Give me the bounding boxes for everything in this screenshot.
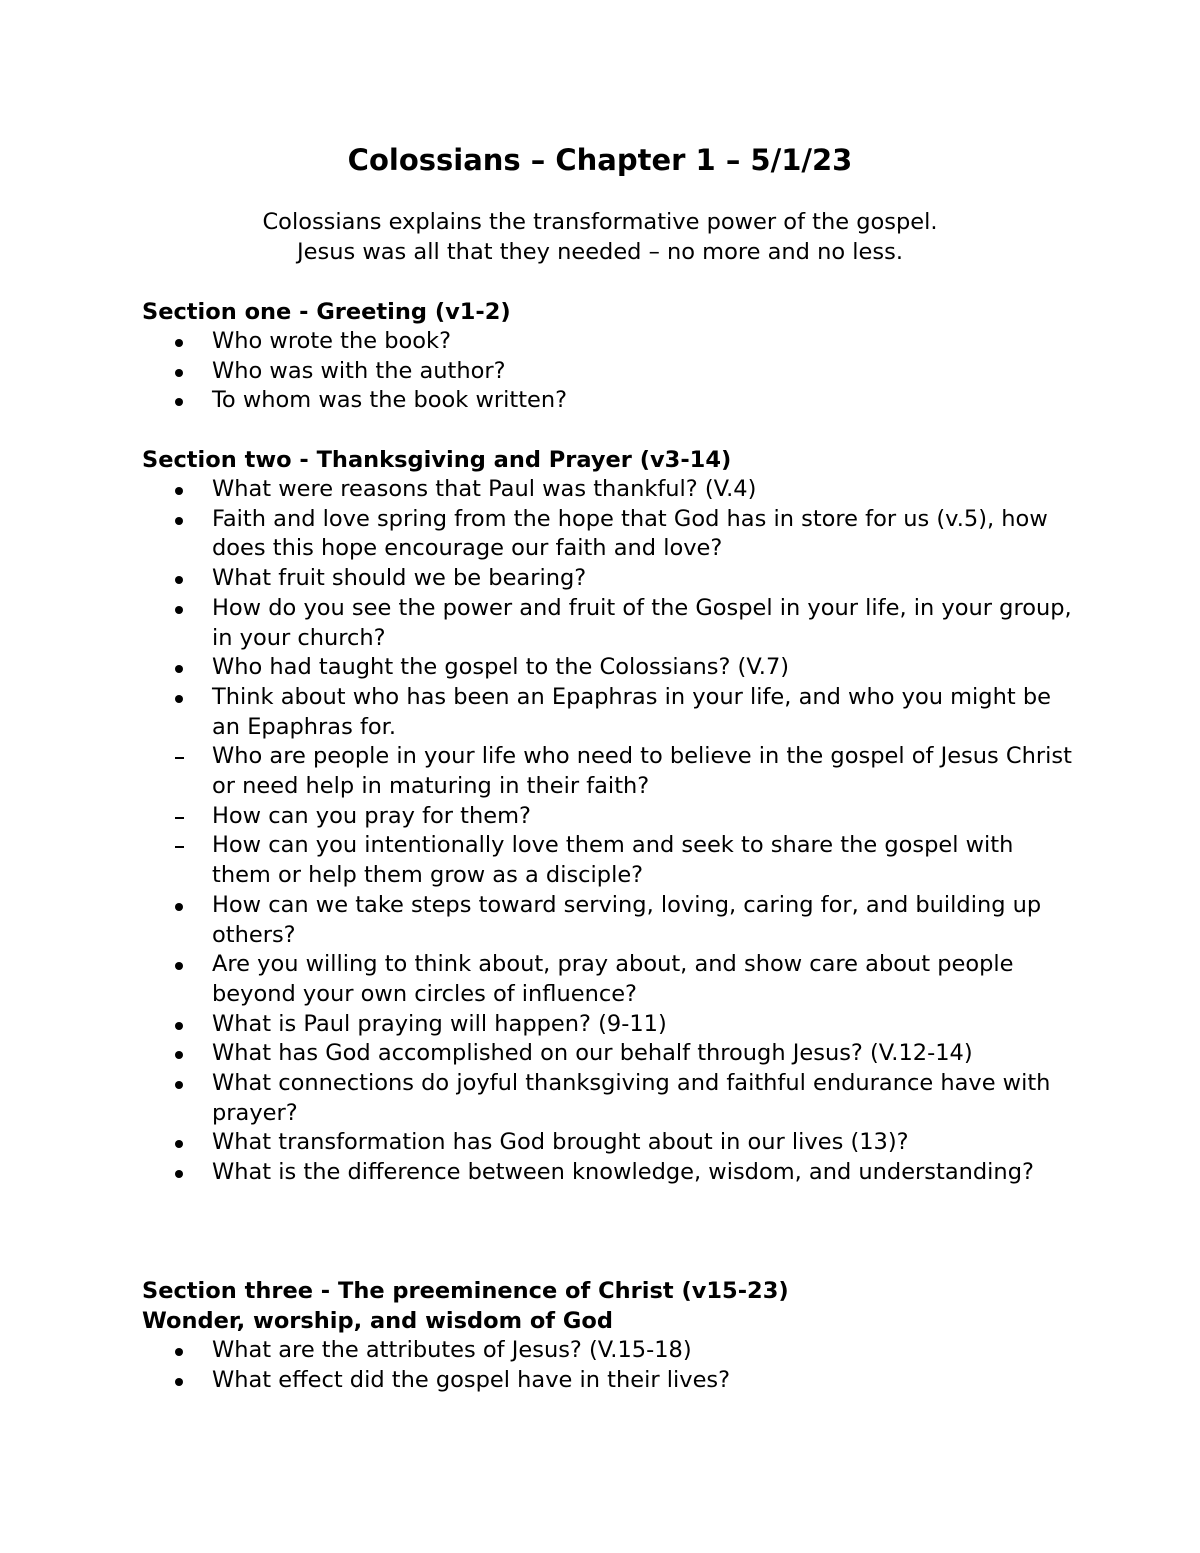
dash-marker xyxy=(175,757,184,759)
list-item-text: How can you pray for them? xyxy=(212,802,531,829)
list-item xyxy=(142,505,1072,564)
list-item xyxy=(142,1128,1072,1158)
list-item-text: What are the attributes of Jesus? (V.15-18) xyxy=(212,1337,692,1363)
section-three xyxy=(142,1276,1072,1395)
bullet-icon xyxy=(175,1348,183,1356)
question-list xyxy=(142,475,1072,1188)
section-one xyxy=(142,297,1072,416)
bullet-icon xyxy=(175,1081,183,1089)
list-item xyxy=(142,653,1072,683)
bullet-icon xyxy=(175,665,183,673)
list-item xyxy=(142,1039,1072,1069)
list-item-text: Who had taught the gospel to the Colossians? (V.7) xyxy=(212,654,790,681)
list-item-text: What were reasons that Paul was thankful? (V.4) xyxy=(212,476,757,502)
list-item-text: How can you intentionally love them and seek to share the gospel with them or help them grow as a disciple? xyxy=(212,832,1014,889)
bullet-icon xyxy=(175,903,183,911)
question-list xyxy=(142,1336,1072,1395)
list-item xyxy=(142,891,1072,950)
list-item-text: To whom was the book written? xyxy=(212,387,568,414)
document-title: Colossians – Chapter 1 – 5/1/23 xyxy=(347,143,853,177)
list-item xyxy=(142,1336,1072,1366)
list-item xyxy=(142,1158,1072,1188)
list-item xyxy=(142,386,1072,416)
intro-line: Colossians explains the transformative power of the gospel. xyxy=(262,209,938,235)
list-item-text: What is the difference between knowledge, wisdom, and understanding? xyxy=(212,1159,1034,1186)
list-item-text: Who are people in your life who need to believe in the gospel of Jesus Christ or need help in maturing in their faith? xyxy=(212,743,1072,800)
dash-marker xyxy=(175,846,184,848)
dash-marker xyxy=(175,817,184,819)
bullet-icon xyxy=(175,517,183,525)
list-item xyxy=(142,802,1072,832)
list-item xyxy=(142,357,1072,387)
intro-line: Jesus was all that they needed – no more and no less. xyxy=(297,239,903,265)
list-item-text: Are you willing to think about, pray about, and show care about people beyond your own circles of influence? xyxy=(212,951,1014,1007)
list-item xyxy=(142,950,1072,1009)
list-item-text: What connections do joyful thanksgiving and faithful endurance have with prayer? xyxy=(212,1070,1051,1126)
list-item-text: What effect did the gospel have in their lives? xyxy=(212,1366,731,1393)
section-heading: Section two - Thanksgiving and Prayer (v3-14) xyxy=(142,447,732,473)
section-heading: Section one - Greeting (v1-2) xyxy=(142,299,511,325)
bullet-icon xyxy=(175,398,183,406)
list-item xyxy=(142,594,1072,653)
bullet-icon xyxy=(175,1378,183,1386)
list-item xyxy=(142,683,1072,742)
section-subheading: Wonder, worship, and wisdom of God xyxy=(142,1308,613,1334)
list-item xyxy=(142,1069,1072,1128)
list-item xyxy=(142,475,1072,505)
list-item xyxy=(142,1010,1072,1040)
list-item xyxy=(142,831,1072,890)
bullet-icon xyxy=(175,576,183,584)
intro-paragraph xyxy=(0,207,1200,267)
bullet-icon xyxy=(175,339,183,347)
bullet-icon xyxy=(175,695,183,703)
list-item-text: What is Paul praying will happen? (9-11) xyxy=(212,1010,667,1037)
list-item-text: How do you see the power and fruit of the Gospel in your life, in your group, in your church? xyxy=(212,594,1072,651)
bullet-icon xyxy=(175,962,183,970)
question-list xyxy=(142,327,1072,416)
list-item xyxy=(142,1366,1072,1396)
list-item-text: What has God accomplished on our behalf through Jesus? (V.12-14) xyxy=(212,1040,973,1067)
list-item-text: How can we take steps toward serving, loving, caring for, and building up others? xyxy=(212,891,1042,948)
list-item xyxy=(142,564,1072,594)
bullet-icon xyxy=(175,1022,183,1030)
bullet-icon xyxy=(175,1140,183,1148)
section-two xyxy=(142,445,1072,1188)
list-item-text: Who was with the author? xyxy=(212,357,506,384)
bullet-icon xyxy=(175,487,183,495)
section-heading: Section three - The preeminence of Christ (v15-23) xyxy=(142,1278,789,1304)
bullet-icon xyxy=(175,1051,183,1059)
bullet-icon xyxy=(175,369,183,377)
list-item xyxy=(142,742,1072,801)
bullet-icon xyxy=(175,1170,183,1178)
list-item-text: Who wrote the book? xyxy=(212,328,452,354)
list-item-text: Faith and love spring from the hope that God has in store for us (v.5), how does this hope encourage our faith and love? xyxy=(212,505,1048,562)
list-item xyxy=(142,327,1072,357)
bullet-icon xyxy=(175,606,183,614)
list-item-text: What fruit should we be bearing? xyxy=(212,565,587,592)
list-item-text: What transformation has God brought about in our lives (13)? xyxy=(212,1129,909,1156)
list-item-text: Think about who has been an Epaphras in your life, and who you might be an Epaphras for. xyxy=(212,683,1051,740)
